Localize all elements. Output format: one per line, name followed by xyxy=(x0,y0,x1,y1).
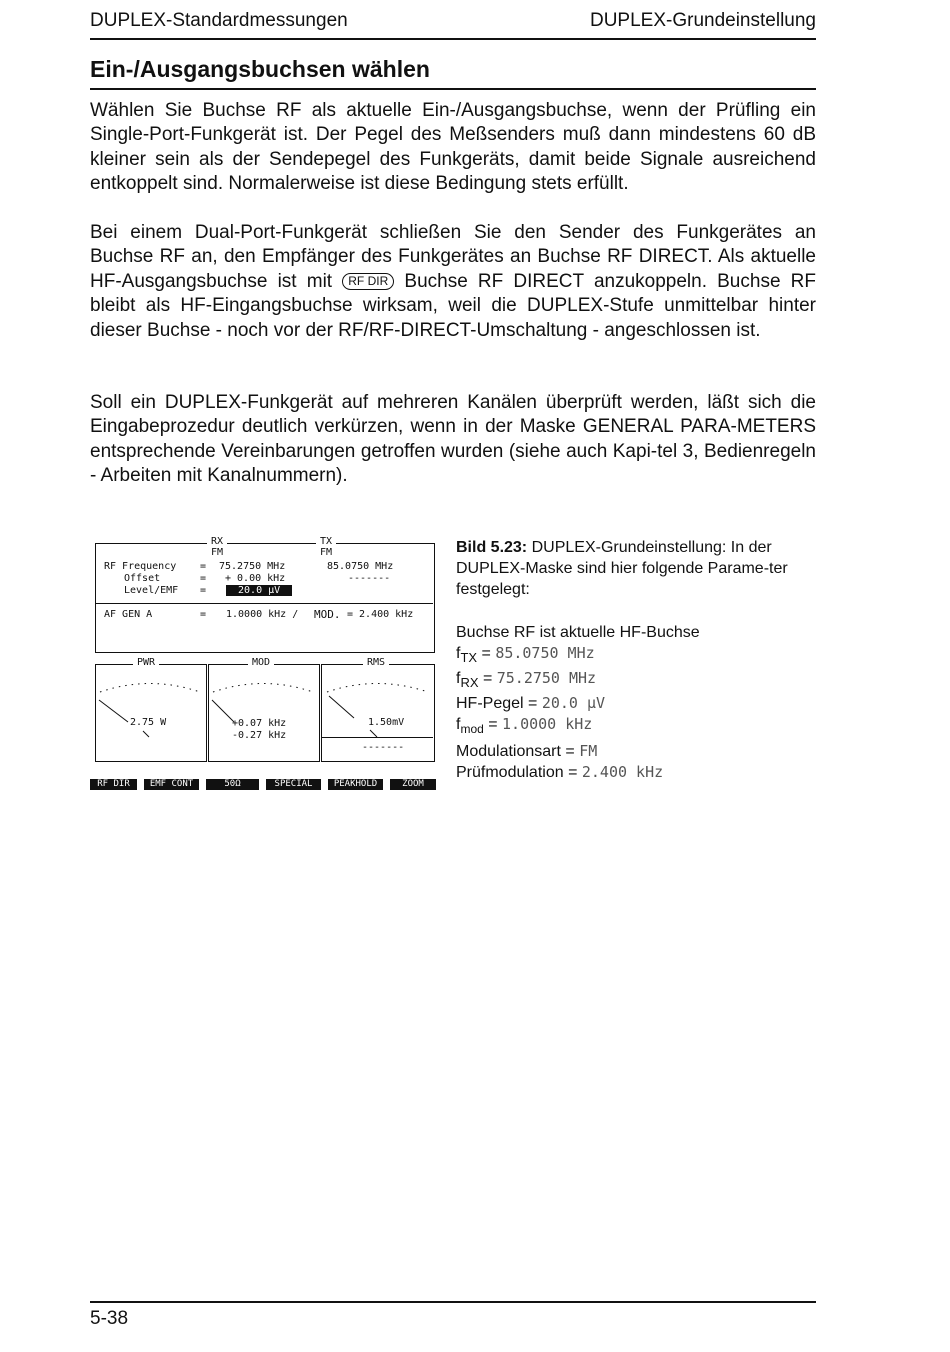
paragraph-3-text: Soll ein DUPLEX-Funkgerät auf mehreren Kanälen überprüft werden, läßt sich die Eingabeprozedur deutlich verkürzen, wenn in der Maske GENERAL PARA-METERS entsprechende Vereinbarungen getroffen wurden (siehe auch Kapi-tel 3, Bedienregeln - Arbeiten mit Kanalnummern). xyxy=(90,392,816,487)
section-title: Ein-/Ausgangsbuchsen wählen xyxy=(90,56,430,82)
mod-scale-arc xyxy=(213,684,313,693)
level-value[interactable]: 20.0 µV xyxy=(226,585,292,596)
rms-scale-arc xyxy=(327,684,428,693)
pwr-value: 2.75 W xyxy=(130,717,167,728)
softkey-emf-cont[interactable]: EMF CONT xyxy=(144,779,199,790)
caption-parameter-list xyxy=(456,622,816,783)
param-line-modulation: Modulationsart = FM xyxy=(456,741,598,760)
rms-meter-label: RMS xyxy=(363,657,389,668)
tx-fm-label: TX FM xyxy=(316,536,336,558)
rx-frequency-value: 75.2750 MHz xyxy=(219,561,286,572)
mod-value: = 2.400 kHz xyxy=(347,609,414,620)
param-line-hf-level: HF-Pegel = 20.0 µV xyxy=(456,694,606,713)
level-emf-label: Level/EMF xyxy=(124,585,179,596)
softkey-rf-dir[interactable]: RF DIR xyxy=(90,779,137,790)
paragraph-1-text: Wählen Sie Buchse RF als aktuelle Ein-/Ausgangsbuchse, wenn der Prüfling ein Single-Port-Funkgerät ist. Der Pegel des Meßsenders muß dann mindestens 60 dB kleiner sein als der Sendepegel des Funkgeräts, damit beide Signale ausreichend entkoppelt sind. Normalerweise ist diese Bedingung stets erfüllt. xyxy=(90,100,816,195)
param-line-socket: Buchse RF ist aktuelle HF-Buchse xyxy=(456,624,700,641)
eq-sign: = xyxy=(200,573,207,584)
softkey-50-ohm[interactable]: 50Ω xyxy=(206,779,259,790)
offset-label: Offset xyxy=(124,573,161,584)
mod-meter-label: MOD xyxy=(248,657,274,668)
mod-value-pos: +0.07 kHz xyxy=(232,718,287,729)
footer-rule xyxy=(90,1301,816,1303)
rms-needle-tail xyxy=(370,730,377,737)
rx-fm-label: RX FM xyxy=(207,536,227,558)
softkey-peakhold[interactable]: PEAKHOLD xyxy=(328,779,383,790)
pwr-needle-tail xyxy=(143,731,149,737)
pwr-needle xyxy=(99,700,128,722)
softkey-special[interactable]: SPECIAL xyxy=(266,779,321,790)
offset-tx-value: ------- xyxy=(348,573,391,584)
mod-label: MOD. xyxy=(314,608,341,621)
tx-frequency-value: 85.0750 MHz xyxy=(327,561,394,572)
rms-value-2: ------- xyxy=(362,742,405,753)
pwr-meter-label: PWR xyxy=(133,657,159,668)
param-line-frx: $f_{RX} = 75.2750$ MHz xyxy=(456,669,597,691)
figure-caption xyxy=(456,537,816,600)
figure-text: DUPLEX-Grundeinstellung: In der DUPLEX-Maske sind hier folgende Parame-ter festgelegt: xyxy=(456,539,788,598)
eq-sign: = xyxy=(200,585,207,596)
rms-value: 1.50mV xyxy=(368,717,405,728)
running-header-left: DUPLEX-Standardmessungen xyxy=(90,10,348,31)
paragraph-2-start: Bei einem Dual-Port-Funkgerät schließen Sie den Sender des Funkgerätes an Buchse RF an, den Empfänger des Funkgerätes an Buchse RF DIRECT. Als aktuelle HF-Ausgangsbuchse ist mit xyxy=(90,222,816,292)
param-line-ftx: $f_{TX} = 85.0750$ MHz xyxy=(456,644,595,666)
eq-sign: = xyxy=(200,609,207,620)
rf-dir-key-icon: RF DIR xyxy=(342,273,394,290)
mod-needle xyxy=(212,700,234,722)
paragraph-2-end: Buchse RF DIRECT anzukoppeln. Buchse RF bleibt als HF-Eingangsbuchse wirksam, weil die DUPLEX-Stufe unmittelbar hinter dieser Buchse - noch vor der RF/RF-DIRECT-Umschaltung - angeschlossen ist. xyxy=(90,270,816,341)
param-line-fmod: $f_{mod} = 1.0000$ kHz xyxy=(456,715,593,737)
running-header-right: DUPLEX-Grundeinstellung xyxy=(589,10,816,31)
mod-value-neg: -0.27 kHz xyxy=(232,730,287,741)
af-gen-label: AF GEN A xyxy=(104,609,153,620)
softkey-zoom[interactable]: ZOOM xyxy=(390,779,436,790)
offset-value: + 0.00 kHz xyxy=(225,573,286,584)
rf-frequency-label: RF Frequency xyxy=(104,561,177,572)
af-gen-value: 1.0000 kHz / xyxy=(226,609,299,620)
param-line-test-mod: Prüfmodulation = 2.400 kHz xyxy=(456,762,664,781)
rms-needle xyxy=(329,696,354,718)
page-number: 5-38 xyxy=(90,1308,129,1329)
figure-label: Bild 5.23: xyxy=(456,539,528,556)
eq-sign: = xyxy=(200,561,207,572)
pwr-scale-arc xyxy=(100,684,200,693)
